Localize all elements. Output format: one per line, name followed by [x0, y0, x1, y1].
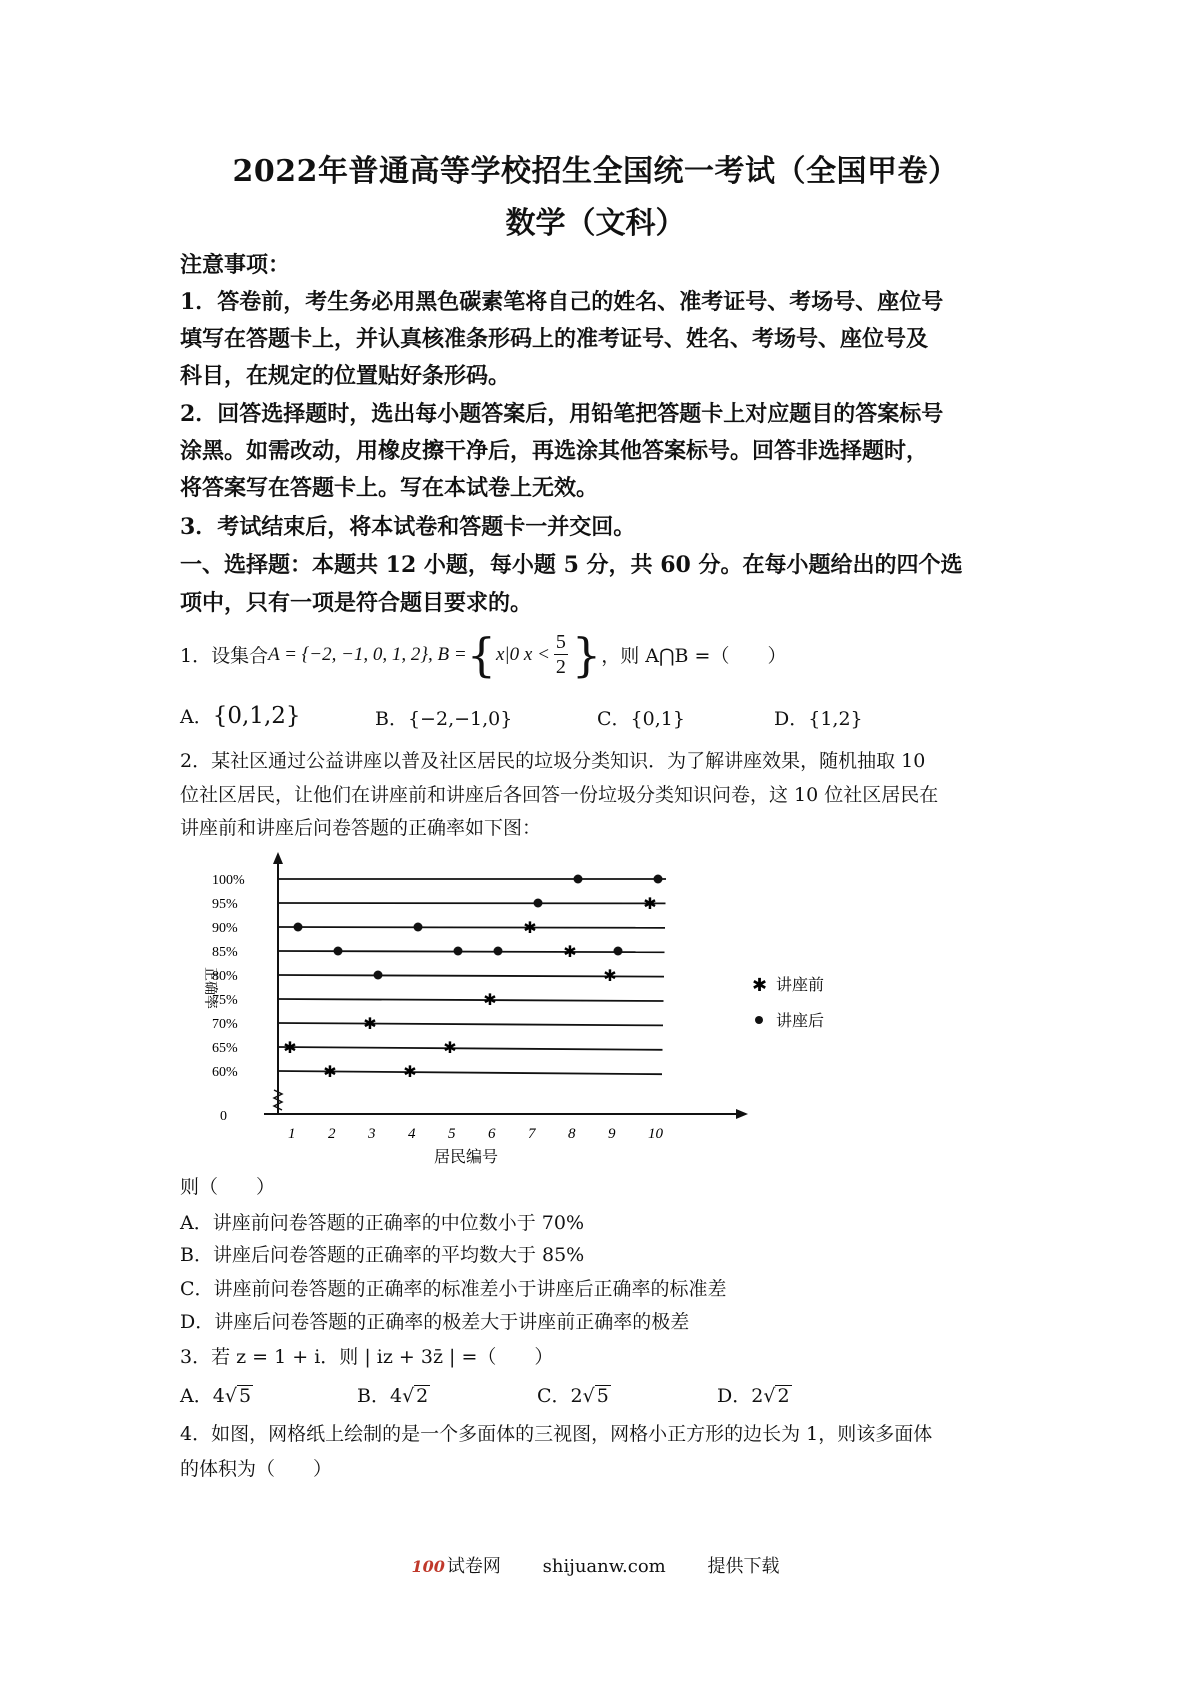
- before-point: ✱: [283, 1038, 297, 1057]
- before-point: ✱: [483, 990, 497, 1009]
- q3-option-d-rad: 2: [777, 1385, 790, 1407]
- x-tick-labels: [288, 1126, 664, 1142]
- q1-frac-num: 5: [555, 631, 566, 653]
- q1-option-b[interactable]: [375, 704, 512, 731]
- q3-option-b-label: B．: [357, 1385, 390, 1407]
- exam-subtitle: 数学（文科）: [505, 206, 686, 241]
- q3-option-d-coef: 2: [751, 1385, 764, 1407]
- notes-item2-line1: 2．回答选择题时，选出每小题答案后，用铅笔把答题卡上对应题目的答案标号: [180, 401, 944, 427]
- footer-note: 提供下载: [707, 1556, 780, 1577]
- gridline: [278, 999, 664, 1001]
- q4-line1: 4．如图，网格纸上绘制的是一个多面体的三视图，网格小正方形的边长为 1，则该多面体: [180, 1423, 933, 1445]
- before-point: ✱: [323, 1062, 337, 1081]
- y-axis-arrow-icon: [273, 852, 283, 864]
- q3-option-b-rad: 2: [416, 1385, 429, 1407]
- y-tick-label: 95%: [212, 897, 238, 912]
- legend-dot-icon: [755, 1016, 763, 1024]
- after-point: [374, 971, 383, 980]
- q1-option-a[interactable]: [180, 702, 301, 729]
- after-point: [534, 899, 543, 908]
- before-point: ✱: [403, 1062, 417, 1081]
- y-tick-label: 80%: [212, 969, 238, 984]
- after-point: [414, 923, 423, 932]
- y-tick-label: 75%: [212, 993, 238, 1008]
- y-tick-label: 70%: [212, 1017, 238, 1032]
- q3-option-c[interactable]: C．2√ 5: [537, 1385, 609, 1407]
- y-tick-label: 90%: [212, 921, 238, 936]
- q1-fraction: [554, 630, 568, 679]
- site-name: 试卷网: [446, 1556, 501, 1577]
- before-point: ✱: [363, 1014, 377, 1033]
- q1-prefix: 1．设集合: [180, 645, 269, 667]
- site-logo: 100: [411, 1557, 445, 1576]
- q1-option-a-text: {0,1,2}: [212, 703, 301, 729]
- q1-option-b-label: B．: [375, 708, 408, 730]
- x-axis-arrow-icon: [736, 1109, 748, 1119]
- gridline: [278, 1047, 663, 1050]
- after-point: [654, 875, 663, 884]
- legend-after-label: 讲座后: [776, 1011, 825, 1030]
- question-1: [180, 627, 787, 682]
- q3-option-c-coef: 2: [570, 1385, 583, 1407]
- notes-item1-line1: 1．答卷前，考生务必用黑色碳素笔将自己的姓名、准考证号、考场号、座位号: [180, 289, 944, 315]
- after-point: [454, 947, 463, 956]
- page-footer: [0, 1552, 1191, 1578]
- before-point: ✱: [443, 1038, 457, 1057]
- y-axis-label: 正确率: [202, 967, 218, 1009]
- q3-option-d[interactable]: D．2√ 2: [717, 1385, 790, 1407]
- left-brace-icon: {: [466, 627, 496, 682]
- after-point: [494, 947, 503, 956]
- q1-option-c-text: {0,1}: [630, 708, 685, 730]
- before-point: ✱: [523, 918, 537, 937]
- section1-line2: 项中，只有一项是符合题目要求的。: [180, 590, 533, 616]
- site-domain[interactable]: shijuanw.com: [542, 1556, 666, 1577]
- q3-option-b-coef: 4: [389, 1385, 403, 1407]
- question-3: 3．若 z = 1 + i．则 | iz + 3z̄ | =（ ）: [180, 1346, 554, 1368]
- q1-set-a: A = {−2, −1, 0, 1, 2}, B =: [268, 643, 467, 665]
- section1-line1: 一、选择题：本题共 12 小题，每小题 5 分，共 60 分。在每小题给出的四个选: [180, 552, 963, 578]
- after-point: [334, 947, 343, 956]
- notes-item2-line2: 涂黑。如需改动，用橡皮擦干净后，再选涂其他答案标号。回答非选择题时，: [180, 438, 929, 464]
- legend-before-label: 讲座前: [776, 975, 825, 994]
- x-tick-label: 10: [648, 1126, 663, 1142]
- q1-option-d-text: {1,2}: [808, 708, 863, 730]
- chart-legend: [752, 975, 824, 1030]
- q3-option-b[interactable]: B．4√ 2: [357, 1385, 429, 1407]
- x-tick-label: 5: [448, 1126, 456, 1142]
- before-point: ✱: [603, 966, 617, 985]
- y-tick-label: 0: [220, 1109, 227, 1124]
- q3-option-a-coef: 4: [212, 1385, 225, 1407]
- after-point: [614, 947, 623, 956]
- q3-option-a[interactable]: A．4√ 5: [180, 1385, 252, 1407]
- q4-line2: 的体积为（ ）: [180, 1458, 333, 1480]
- x-tick-label: 8: [568, 1126, 576, 1142]
- y-tick-label: 60%: [212, 1065, 238, 1080]
- q2-then: 则（ ）: [180, 1176, 276, 1198]
- after-point: [574, 875, 583, 884]
- right-brace-icon: }: [571, 627, 602, 682]
- notes-item1-line2: 填写在答题卡上，并认真核准条形码上的准考证号、姓名、考场号、座位号及: [180, 326, 929, 352]
- q2-line3: 讲座前和讲座后问卷答题的正确率如下图：: [180, 817, 542, 839]
- q2-option-d[interactable]: D．讲座后问卷答题的正确率的极差大于讲座前正确率的极差: [180, 1311, 690, 1333]
- exam-title: 2022年普通高等学校招生全国统一考试（全国甲卷）: [232, 154, 959, 189]
- q2-line2: 位社区居民，让他们在讲座前和讲座后各回答一份垃圾分类知识问卷，这 10 位社区居民在: [180, 784, 939, 806]
- q1-frac-den: 2: [555, 656, 566, 678]
- notes-item1-line3: 科目，在规定的位置贴好条形码。: [180, 363, 511, 389]
- q1-option-b-text: {−2,−1,0}: [407, 708, 513, 730]
- q1-suffix: ，则 A⋂B =（ ）: [601, 645, 787, 667]
- y-tick-label: 85%: [212, 945, 238, 960]
- q2-option-b[interactable]: B．讲座后问卷答题的正确率的平均数大于 85%: [180, 1244, 585, 1266]
- x-tick-label: 9: [608, 1126, 616, 1142]
- accuracy-scatter-chart: [196, 852, 825, 1172]
- y-tick-label: 100%: [212, 873, 245, 888]
- after-point: [294, 923, 303, 932]
- q1-option-d-label: D．: [774, 708, 809, 730]
- q3-option-c-rad: 5: [596, 1385, 609, 1407]
- q3-option-d-label: D．: [717, 1385, 752, 1407]
- q1-option-a-label: A．: [180, 706, 213, 728]
- notes-item2-line3: 将答案写在答题卡上。写在本试卷上无效。: [180, 475, 599, 501]
- before-point: ✱: [643, 894, 657, 913]
- x-tick-label: 1: [288, 1126, 296, 1142]
- y-tick-label: 65%: [212, 1041, 238, 1056]
- gridline: [278, 927, 665, 928]
- q3-option-a-label: A．: [180, 1385, 213, 1407]
- gridline: [278, 1023, 663, 1025]
- x-tick-label: 6: [488, 1126, 496, 1142]
- q2-line1: 2．某社区通过公益讲座以普及社区居民的垃圾分类知识．为了解讲座效果，随机抽取 10: [180, 750, 926, 772]
- q3-option-a-rad: 5: [238, 1385, 252, 1407]
- x-axis-label: 居民编号: [434, 1147, 499, 1166]
- q3-option-c-label: C．: [537, 1385, 571, 1407]
- notes-item3: 3．考试结束后，将本试卷和答题卡一并交回。: [180, 514, 636, 540]
- x-tick-label: 3: [368, 1126, 376, 1142]
- q2-option-c[interactable]: C．讲座前问卷答题的正确率的标准差小于讲座后正确率的标准差: [180, 1278, 727, 1300]
- q1-option-d[interactable]: [774, 704, 863, 731]
- q1-set-b-inner: x|0 x <: [495, 643, 550, 665]
- q2-option-a[interactable]: A．讲座前问卷答题的正确率的中位数小于 70%: [180, 1212, 584, 1234]
- x-tick-label: 7: [528, 1126, 536, 1142]
- q1-option-c[interactable]: [597, 704, 685, 731]
- x-tick-label: 2: [328, 1126, 336, 1142]
- legend-star-icon: ✱: [752, 975, 768, 996]
- q1-option-c-label: C．: [597, 708, 631, 730]
- before-point: ✱: [563, 942, 577, 961]
- notes-heading: 注意事项：: [180, 252, 291, 278]
- x-tick-label: 4: [408, 1126, 416, 1142]
